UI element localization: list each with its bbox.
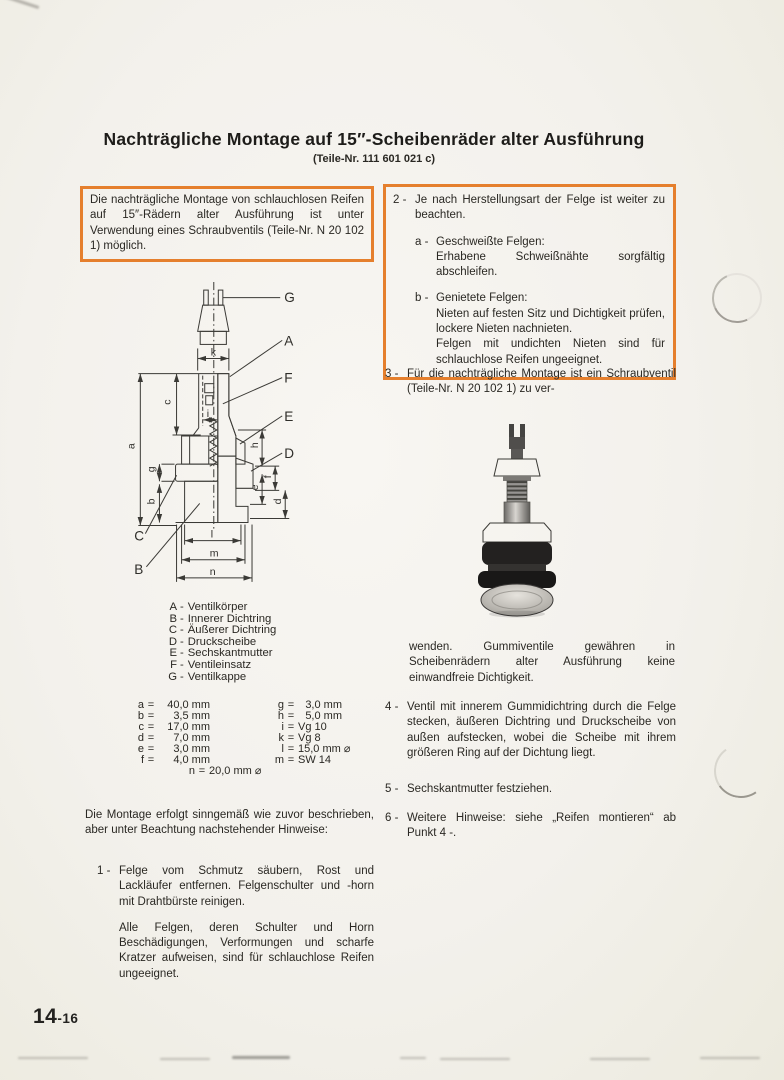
item-4-text: Ventil mit innerem Gummidichtring durch die Felge stecken, äußeren Dichtring und Druckscheibe von außen aufstecken, wobei die Scheibe mit ihrem größeren Ring auf der Dichtung liegt. [407,701,676,759]
legend-separator: - [180,658,184,671]
dimensions-table-bottom-row: n = 20,0 mm ⌀ [188,765,262,777]
item-5-text: Sechskantmutter festziehen. [407,783,553,795]
item-5-number: 5 - [385,783,399,795]
scan-smudge [440,1058,510,1060]
dim-h: h [249,442,262,449]
dim-a: a [125,443,138,450]
dim-d: d [272,498,285,505]
item-2a-text: Erhabene Schweißnähte sorgfältig abschleifen. [436,250,665,279]
dim-l: l [210,528,214,541]
legend-separator: - [180,635,184,648]
valve-photo [448,413,608,625]
dim-b: b [145,498,158,505]
legend-item: C - Äußerer Dichtring [168,624,277,637]
item-3-text: Für die nachträgliche Montage ist ein Schraubventil (Teile-Nr. N 20 102 1) zu ver- [407,368,676,396]
list-item-4 [385,700,676,761]
item-2a-title: Geschweißte Felgen: [436,235,545,248]
dim-row: f = 4,0 mm [140,753,210,766]
legend-separator: - [180,612,184,625]
item-2a-number: a - [415,235,429,248]
dim-e: e [249,484,262,491]
legend-item: A - Ventilkörper [169,601,248,613]
dim-i: i [206,407,210,420]
dim-g: g [145,466,158,473]
instruction-box-2 [383,184,676,380]
item-6-number: 6 - [385,812,399,824]
dim-row: b = 3,5 mm [137,709,210,722]
scan-smudge [700,1057,760,1059]
dim-row: m = SW 14 [274,753,332,766]
montage-intro: Die Montage erfolgt sinngemäß wie zuvor beschrieben, aber unter Beachtung nachstehender Hinweise: [85,809,374,837]
note-box [80,186,374,262]
label-A: A [284,333,294,349]
dim-row: g = 3,0 mm [277,699,342,711]
scan-smudge [18,1057,88,1059]
item-1-text-2: Alle Felgen, deren Schulter und Horn Beschädigungen, Verformungen und scharfe Kratzer aufweisen, sind für schlauchlose Reifen ungeeignet. [119,921,374,980]
dim-row: h = 5,0 mm [277,709,342,722]
list-item-1 [97,864,374,982]
item-2b-text-1: Nieten auf festen Sitz und Dichtigkeit prüfen, lockere Nieten nachnieten. [436,307,665,336]
dim-row: k = Vg 8 [278,731,321,744]
valve-cross-section-diagram [118,277,380,599]
scan-smudge [1,0,40,9]
dim-c: c [161,399,174,405]
legend-separator: - [180,601,184,613]
punch-hole-mark [710,740,773,803]
page-number-suffix: -16 [57,1011,79,1026]
item-2b-number: b - [415,292,429,305]
item-2-intro: Je nach Herstellungsart der Felge ist weiter zu beachten. [415,194,665,222]
legend-item: B - Innerer Dichtring [169,612,272,625]
label-B: B [134,561,144,577]
item-2-number: 2 - [393,194,407,206]
label-D: D [284,446,295,462]
page-header [0,129,748,165]
item-2b-title: Genietete Felgen: [436,292,528,305]
list-item-5 [385,782,676,797]
list-item-6 [385,811,676,842]
dim-m: m [209,547,219,560]
dim-row: c = 17,0 mm [138,720,210,733]
dim-row: l = 15,0 mm ⌀ [281,742,351,755]
label-G: G [284,290,295,306]
label-F: F [284,370,293,386]
item-1-text-1: Felge vom Schmutz säubern, Rost und Lackläufer entfernen. Felgenschulter und -horn mit Drahtbürste reinigen. [119,865,374,908]
legend-item: D - Druckscheibe [168,635,257,648]
item-6-text: Weitere Hinweise: siehe „Reifen montieren“ ab Punkt 4 -. [407,812,676,840]
legend-item: F - Ventileinsatz [170,658,252,671]
legend-item: E - Sechskantmutter [169,647,273,660]
label-E: E [284,408,294,424]
list-item-3 [385,367,676,398]
page-title: Nachträgliche Montage auf 15″-Scheibenräder alter Ausführung [103,129,645,149]
dim-row: e = 3,0 mm [137,742,210,755]
dim-row: i = Vg 10 [281,720,327,733]
item-2b-text-2: Felgen mit undichten Nieten sind für schlauchlose Reifen ungeeignet. [436,338,665,366]
dim-k: k [210,346,217,359]
item-3-number: 3 - [385,368,399,380]
dim-n: n [209,565,216,578]
scan-smudge [232,1056,290,1059]
page-subtitle: (Teile-Nr. 111 601 021 c) [312,153,436,165]
dim-f: f [262,475,275,479]
item-3-continuation: wenden. Gummiventile gewähren in Scheibenrädern alter Ausführung keine einwandfreie Dichtigkeit. [409,641,675,684]
legend-separator: - [180,624,184,637]
item-1-number: 1 - [97,865,111,877]
dimensions-table-right [272,700,350,765]
page-number: 14-16 [33,1005,79,1028]
scan-smudge [160,1058,210,1060]
note-box-text: Die nachträgliche Montage von schlauchlosen Reifen auf 15″-Rädern alter Ausführung ist unter Verwendung eines Schraubventils (Teile-Nr. N 20 102 1) möglich. [90,194,364,252]
label-C: C [134,528,145,544]
scan-smudge [400,1057,426,1059]
legend-item: G - Ventilkappe [168,670,247,683]
legend-separator: - [180,670,184,683]
scan-smudge [590,1058,650,1060]
punch-hole-mark [705,266,769,330]
dimensions-table-left [132,700,210,765]
dim-row: a = 40,0 mm [137,699,210,711]
item-4-number: 4 - [385,701,399,713]
dim-row: d = 7,0 mm [137,731,210,744]
legend-separator: - [180,647,184,660]
parts-legend [166,602,276,683]
